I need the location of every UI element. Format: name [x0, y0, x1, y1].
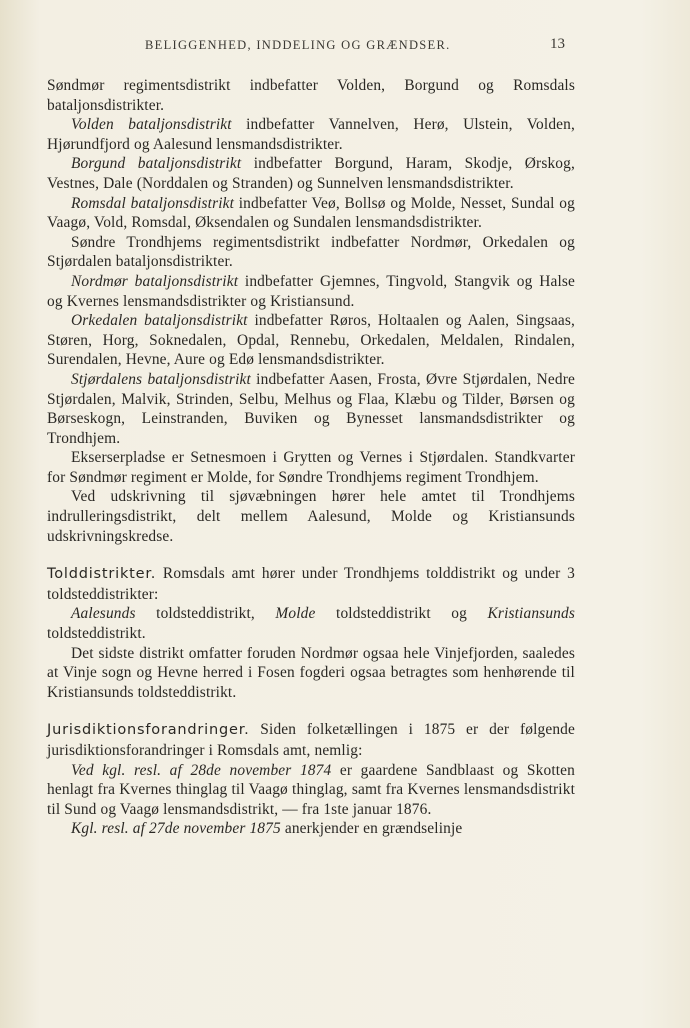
text-run: indbefatter Aasen, Frosta, Øvre Stjørdalen, Nedre Stjørdalen, Malvik, Strinden, Selbu, Melhus og Flaa, Klæbu og Tilder, Børsen og Børseskogn, Leinstranden, Buviken og Bynesset lansmandsdistrikter og Trondhjem. — [47, 370, 576, 447]
text-run: indbefatter Borgund, Haram, Skodje, Ørskog, Vestnes, Dale (Norddalen og Stranden) og Sunnelven lensmandsdistrikter. — [47, 155, 575, 192]
italic-run: Orkedalen bataljonsdistrikt — [71, 312, 248, 330]
text-run: Romsdals amt hører under Trondhjems tolddistrikt og under 3 toldsteddistrikter: — [47, 565, 575, 603]
italic-run: Romsdal bataljonsdistrikt — [71, 194, 235, 212]
text-run: Siden folketællingen i 1875 er der følgende jurisdiktionsforandringer i Romsdals amt, nemlig: — [47, 721, 575, 759]
text-run: er gaardene Sandblaast og Skotten henlagt fra Kvernes thinglag til Vaagø thinglag, samt fra Kvernes lensmandsdistrikt til Sund og Vaagø lensmandsdistrikt, — fra 1ste januar 1876. — [47, 761, 575, 818]
text-run: indbefatter Gjemnes, Tingvold, Stangvik og Halse og Kvernes lensmandsdistrikter og Kristiansund. — [47, 272, 575, 310]
italic-run: Aalesunds — [71, 605, 136, 623]
text-run: indbefatter Røros, Holtaalen og Aalen, Singsaas, Støren, Horg, Soknedalen, Opdal, Rennebu, Orkedalen, Meldalen, Rindalen, Surendalen, Hevne, Aure og Edø lensmandsdistrikter. — [47, 312, 576, 369]
text-run: Søndre Trondhjems regimentsdistrikt indbefatter Nordmør, Orkedalen og Stjørdalen bataljonsdistrikter. — [47, 233, 575, 271]
italic-run: Volden bataljonsdistrikt — [71, 116, 232, 134]
paragraph — [47, 487, 575, 546]
section-heading: Tolddistrikter. — [47, 566, 157, 583]
body-text — [47, 76, 575, 839]
italic-run: Ved kgl. resl. af 28de november 1874 — [71, 761, 332, 779]
italic-run: Stjørdalens bataljonsdistrikt — [71, 370, 251, 388]
paragraph — [47, 761, 575, 820]
text-run: indbefatter Vannelven, Herø, Ulstein, Volden, Hjørundfjord og Aalesund lensmandsdistrikter. — [47, 116, 575, 153]
paragraph — [47, 154, 575, 193]
paragraph — [47, 448, 575, 487]
paragraph — [47, 272, 575, 311]
paragraph — [47, 311, 575, 370]
text-run: Ved udskrivning til sjøvæbningen hører hele amtet til Trondhjems indrulleringsdistrikt, delt mellem Aalesund, Molde og Kristiansunds udskrivningskredse. — [47, 488, 575, 545]
paragraph — [47, 819, 575, 839]
italic-run: Kgl. resl. af 27de november 1875 — [71, 820, 281, 838]
paragraph — [47, 370, 575, 448]
paragraph — [47, 194, 575, 233]
text-run: toldsteddistrikt, — [135, 605, 276, 623]
italic-run: Kristiansunds — [487, 605, 575, 623]
paragraph — [47, 233, 575, 272]
paragraph — [47, 115, 575, 154]
text-run: anerkjender en grændselinje — [280, 820, 463, 838]
section-heading: Jurisdiktionsforandringer. — [47, 722, 250, 739]
text-run: indbefatter Veø, Bollsø og Molde, Nesset, Sundal og Vaagø, Vold, Romsdal, Øksendalen og Sundalen lensmandsdistrikter. — [47, 194, 575, 232]
paragraph — [47, 644, 575, 703]
paragraph — [47, 76, 575, 115]
paragraph — [47, 564, 575, 604]
paragraph — [47, 720, 575, 760]
text-run: toldsteddistrikt og — [315, 605, 488, 623]
text-run: toldsteddistrikt. — [47, 625, 146, 643]
text-run: Ekserserpladse er Setnesmoen i Grytten og Vernes i Stjørdalen. Standkvarter for Søndmør regiment er Molde, for Søndre Trondhjems regiment Trondhjem. — [47, 449, 575, 486]
paragraph — [47, 604, 575, 643]
italic-run: Molde — [275, 605, 316, 623]
running-header: BELIGGENHED, INDDELING OG GRÆNDSER. — [145, 38, 451, 52]
text-run: Søndmør regimentsdistrikt indbefatter Volden, Borgund og Romsdals bataljonsdistrikter. — [47, 77, 575, 114]
page-number: 13 — [550, 36, 565, 52]
italic-run: Nordmør bataljonsdistrikt — [71, 272, 239, 290]
text-run: Det sidste distrikt omfatter foruden Nordmør ogsaa hele Vinjefjorden, saaledes at Vinje sogn og Hevne herred i Fosen fogderi ogsaa betragtes som henhørende til Kristiansunds toldsteddistrikt. — [47, 644, 575, 701]
italic-run: Borgund bataljonsdistrikt — [71, 155, 242, 173]
